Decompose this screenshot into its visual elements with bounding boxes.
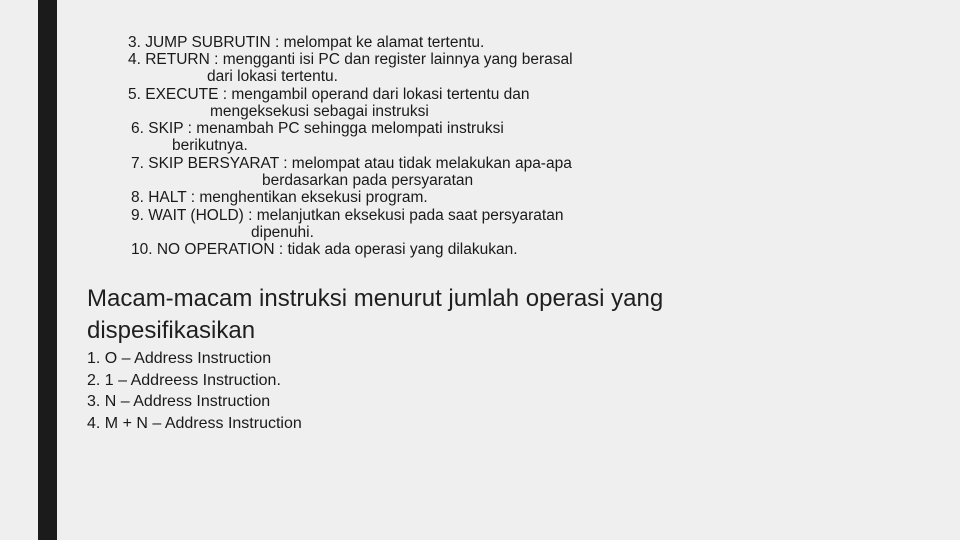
list-item: 3. N – Address Instruction [87,393,271,410]
list-item-continuation: dari lokasi tertentu. [207,68,338,85]
list-item-continuation: berdasarkan pada persyaratan [262,172,474,189]
list-item: 6. SKIP : menambah PC sehingga melompati instruksi [131,120,504,137]
list-item: 1. O – Address Instruction [87,350,272,367]
list-item: 5. EXECUTE : mengambil operand dari lokasi tertentu dan [128,86,530,103]
list-item-continuation: dipenuhi. [251,224,314,241]
list-item: 4. RETURN : mengganti isi PC dan register lainnya yang berasal [128,51,573,68]
list-item: 9. WAIT (HOLD) : melanjutkan eksekusi pada saat persyaratan [131,207,564,224]
list-item: 4. M + N – Address Instruction [87,415,302,432]
list-item: 8. HALT : menghentikan eksekusi program. [131,189,428,206]
list-item: 7. SKIP BERSYARAT : melompat atau tidak melakukan apa-apa [131,155,572,172]
left-accent-bar [38,0,57,540]
list-item-continuation: mengeksekusi sebagai instruksi [210,103,429,120]
list-item: 10. NO OPERATION : tidak ada operasi yang dilakukan. [131,241,518,258]
section-heading: Macam-macam instruksi menurut jumlah operasi yang dispesifikasikan [87,285,664,344]
list-item: 2. 1 – Addreess Instruction. [87,372,281,389]
list-item: 3. JUMP SUBRUTIN : melompat ke alamat tertentu. [128,34,485,51]
list-item-continuation: berikutnya. [172,137,248,154]
